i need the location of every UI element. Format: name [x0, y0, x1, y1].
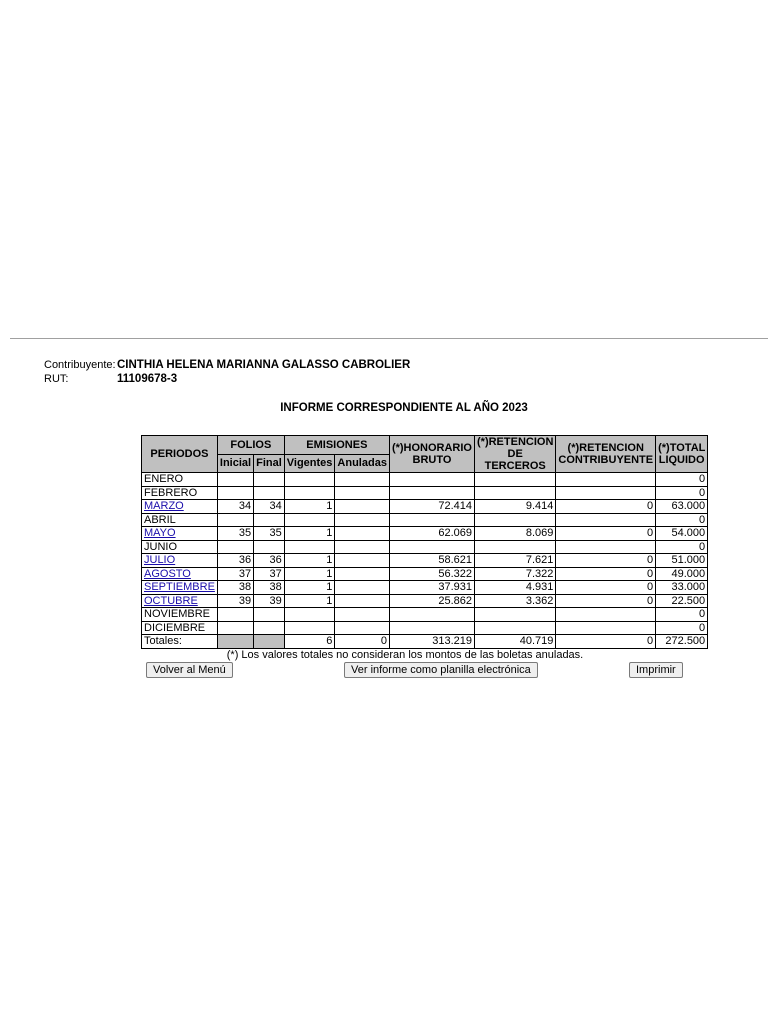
ret-terceros-cell [475, 540, 556, 554]
totals-liquido: 272.500 [656, 635, 708, 649]
table-row [142, 527, 708, 541]
final-cell [254, 608, 285, 622]
final-cell [254, 621, 285, 635]
vigentes-cell: 1 [284, 554, 335, 568]
anuladas-cell [335, 581, 390, 595]
report-table [141, 435, 708, 649]
periodo-cell [142, 513, 218, 527]
ret-contrib-cell: 0 [556, 527, 656, 541]
ret-contrib-cell: 0 [556, 567, 656, 581]
table-row [142, 500, 708, 514]
bruto-cell: 62.069 [389, 527, 474, 541]
table-row [142, 486, 708, 500]
ret-contrib-cell: 0 [556, 554, 656, 568]
periodo-link-marzo[interactable]: MARZO [144, 500, 184, 513]
ret-terceros-cell: 7.322 [475, 567, 556, 581]
header-folios: FOLIOS [217, 436, 284, 455]
table-row [142, 554, 708, 568]
table-row [142, 581, 708, 595]
periodo-link-agosto[interactable]: AGOSTO [144, 567, 191, 580]
periodo-label: ENERO [144, 473, 184, 486]
table-row [142, 621, 708, 635]
totals-vigentes: 6 [284, 635, 335, 649]
ret-terceros-cell [475, 473, 556, 487]
bruto-cell: 25.862 [389, 594, 474, 608]
header-total-liquido: (*)TOTAL LIQUIDO [656, 436, 708, 473]
table-row [142, 513, 708, 527]
inicial-cell [217, 621, 253, 635]
bruto-cell [389, 540, 474, 554]
inicial-cell [217, 486, 253, 500]
final-cell: 35 [254, 527, 285, 541]
periodo-link-octubre[interactable]: OCTUBRE [144, 594, 198, 607]
periodo-link-mayo[interactable]: MAYO [144, 527, 176, 540]
liquido-cell: 0 [656, 621, 708, 635]
liquido-cell: 0 [656, 540, 708, 554]
liquido-cell: 22.500 [656, 594, 708, 608]
liquido-cell: 0 [656, 608, 708, 622]
contribuyente-name: CINTHIA HELENA MARIANNA GALASSO CABROLIER [117, 359, 411, 371]
rut-value: 11109678-3 [117, 373, 178, 385]
ret-terceros-cell: 7.621 [475, 554, 556, 568]
ret-contrib-cell: 0 [556, 500, 656, 514]
vigentes-cell: 1 [284, 567, 335, 581]
periodo-cell [142, 527, 218, 541]
periodo-cell [142, 581, 218, 595]
volver-menu-button[interactable]: Volver al Menú [146, 662, 233, 678]
periodo-label: FEBRERO [144, 486, 198, 499]
inicial-cell: 36 [217, 554, 253, 568]
periodo-cell [142, 500, 218, 514]
report-title: INFORME CORRESPONDIENTE AL AÑO 2023 [280, 402, 528, 414]
bruto-cell [389, 486, 474, 500]
final-cell [254, 486, 285, 500]
vigentes-cell: 1 [284, 581, 335, 595]
periodo-label: NOVIEMBRE [144, 608, 211, 621]
anuladas-cell [335, 527, 390, 541]
final-cell: 36 [254, 554, 285, 568]
contribuyente-info [44, 358, 410, 386]
ver-planilla-button[interactable]: Ver informe como planilla electrónica [344, 662, 538, 678]
anuladas-cell [335, 621, 390, 635]
ret-terceros-cell: 8.069 [475, 527, 556, 541]
ret-terceros-cell: 9.414 [475, 500, 556, 514]
totals-final-empty [254, 635, 285, 649]
bruto-cell: 37.931 [389, 581, 474, 595]
ret-terceros-cell [475, 621, 556, 635]
bruto-cell [389, 513, 474, 527]
periodo-cell [142, 621, 218, 635]
periodo-cell [142, 554, 218, 568]
ret-contrib-cell [556, 540, 656, 554]
ret-terceros-cell [475, 608, 556, 622]
periodo-cell [142, 473, 218, 487]
anuladas-cell [335, 567, 390, 581]
inicial-cell: 39 [217, 594, 253, 608]
ret-terceros-cell: 3.362 [475, 594, 556, 608]
inicial-cell: 37 [217, 567, 253, 581]
inicial-cell [217, 608, 253, 622]
liquido-cell: 0 [656, 486, 708, 500]
anuladas-cell [335, 540, 390, 554]
inicial-cell [217, 473, 253, 487]
header-retencion-contribuyente: (*)RETENCION CONTRIBUYENTE [556, 436, 656, 473]
bruto-cell [389, 608, 474, 622]
table-row [142, 594, 708, 608]
vigentes-cell [284, 608, 335, 622]
bruto-cell: 58.621 [389, 554, 474, 568]
ret-terceros-cell [475, 513, 556, 527]
vigentes-cell [284, 513, 335, 527]
ret-contrib-cell [556, 486, 656, 500]
table-row [142, 567, 708, 581]
table-row [142, 473, 708, 487]
ret-contrib-cell [556, 608, 656, 622]
ret-terceros-cell: 4.931 [475, 581, 556, 595]
ret-contrib-cell [556, 621, 656, 635]
vigentes-cell: 1 [284, 594, 335, 608]
periodo-cell [142, 567, 218, 581]
header-final: Final [254, 454, 285, 473]
header-inicial: Inicial [217, 454, 253, 473]
final-cell: 37 [254, 567, 285, 581]
anuladas-cell [335, 608, 390, 622]
inicial-cell [217, 513, 253, 527]
final-cell: 38 [254, 581, 285, 595]
header-honorario-bruto: (*)HONORARIO BRUTO [389, 436, 474, 473]
liquido-cell: 54.000 [656, 527, 708, 541]
periodo-label: DICIEMBRE [144, 621, 206, 634]
final-cell [254, 513, 285, 527]
imprimir-button[interactable]: Imprimir [629, 662, 683, 678]
final-cell: 39 [254, 594, 285, 608]
periodo-cell [142, 594, 218, 608]
header-vigentes: Vigentes [284, 454, 335, 473]
ret-contrib-cell [556, 513, 656, 527]
bruto-cell: 56.322 [389, 567, 474, 581]
anuladas-cell [335, 473, 390, 487]
liquido-cell: 0 [656, 473, 708, 487]
totals-row [142, 635, 708, 649]
periodo-cell [142, 540, 218, 554]
anuladas-cell [335, 554, 390, 568]
periodo-link-julio[interactable]: JULIO [144, 554, 176, 567]
vigentes-cell: 1 [284, 500, 335, 514]
header-periodos: PERIODOS [142, 436, 218, 473]
footnote: (*) Los valores totales no consideran los montos de las boletas anuladas. [226, 649, 584, 661]
periodo-link-septiembre[interactable]: SEPTIEMBRE [144, 581, 215, 594]
periodo-label: ABRIL [144, 513, 176, 526]
periodo-cell [142, 608, 218, 622]
anuladas-cell [335, 513, 390, 527]
liquido-cell: 63.000 [656, 500, 708, 514]
vigentes-cell [284, 473, 335, 487]
totals-anuladas: 0 [335, 635, 390, 649]
header-anuladas: Anuladas [335, 454, 390, 473]
ret-terceros-cell [475, 486, 556, 500]
bruto-cell [389, 621, 474, 635]
header-retencion-terceros: (*)RETENCION DE TERCEROS [475, 436, 556, 473]
table-row [142, 540, 708, 554]
inicial-cell: 38 [217, 581, 253, 595]
rut-label: RUT: [44, 373, 69, 385]
ret-contrib-cell: 0 [556, 581, 656, 595]
header-emisiones: EMISIONES [284, 436, 389, 455]
anuladas-cell [335, 594, 390, 608]
contribuyente-label: Contribuyente: [44, 359, 116, 371]
ret-contrib-cell [556, 473, 656, 487]
vigentes-cell [284, 540, 335, 554]
anuladas-cell [335, 486, 390, 500]
inicial-cell: 34 [217, 500, 253, 514]
periodo-cell [142, 486, 218, 500]
final-cell [254, 473, 285, 487]
liquido-cell: 0 [656, 513, 708, 527]
liquido-cell: 33.000 [656, 581, 708, 595]
ret-contrib-cell: 0 [556, 594, 656, 608]
horizontal-rule [10, 338, 768, 339]
totals-label: Totales: [142, 635, 218, 649]
totals-bruto: 313.219 [389, 635, 474, 649]
bruto-cell [389, 473, 474, 487]
liquido-cell: 49.000 [656, 567, 708, 581]
totals-inicial-empty [217, 635, 253, 649]
periodo-label: JUNIO [144, 540, 177, 553]
totals-ret-contrib: 0 [556, 635, 656, 649]
final-cell [254, 540, 285, 554]
anuladas-cell [335, 500, 390, 514]
vigentes-cell: 1 [284, 527, 335, 541]
liquido-cell: 51.000 [656, 554, 708, 568]
final-cell: 34 [254, 500, 285, 514]
bruto-cell: 72.414 [389, 500, 474, 514]
inicial-cell [217, 540, 253, 554]
vigentes-cell [284, 621, 335, 635]
vigentes-cell [284, 486, 335, 500]
totals-ret-terceros: 40.719 [475, 635, 556, 649]
table-row [142, 608, 708, 622]
inicial-cell: 35 [217, 527, 253, 541]
